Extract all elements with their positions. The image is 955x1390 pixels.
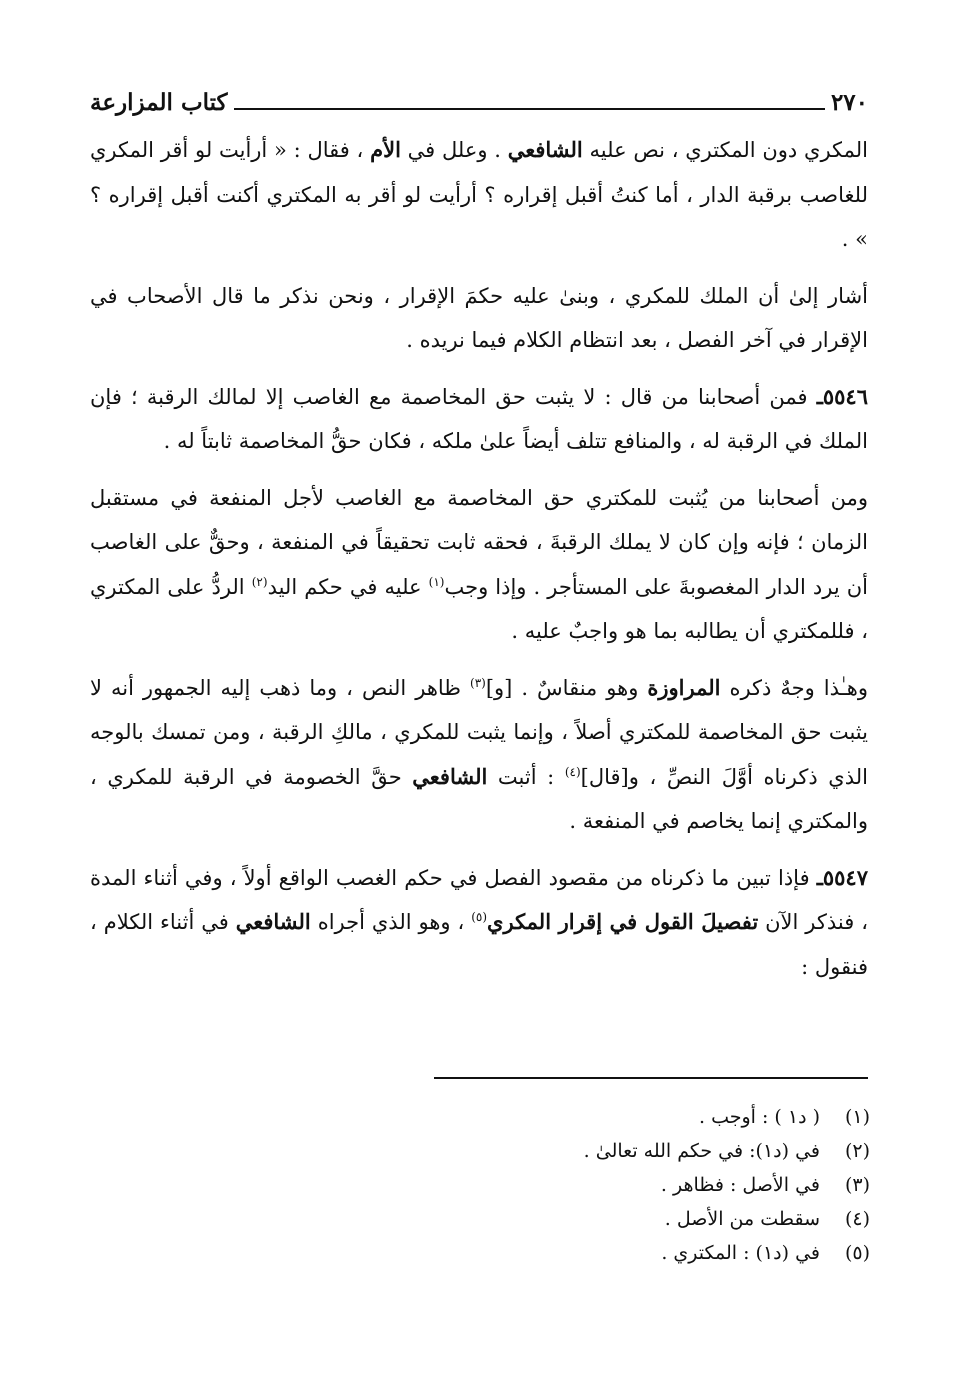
- footnotes: [440, 1100, 870, 1270]
- bold-heading-phrase: تفصيلَ القول في إقرار المكري: [487, 909, 759, 934]
- section-number: ٥٥٤٦ـ: [816, 383, 868, 409]
- text-run: فمن أصحابنا من قال : لا يثبت حق المخاصمة مع الغاصب إلا لمالك الرقبة ؛ فإن الملك في الرقبة له ، والمنافع تتلف أيضاً علىٰ ملكه ، فكان حقُّ المخاصمة ثابتاً له .: [90, 384, 868, 453]
- text-run: عليه في حكم اليد: [267, 574, 429, 599]
- footnote-ref[interactable]: (٢): [251, 574, 268, 589]
- section-number: ٥٥٤٧ـ: [816, 864, 868, 890]
- footnote-text: سقطت من الأصل .: [664, 1208, 820, 1230]
- footnote-text: ( د١ ) : أوجب .: [698, 1106, 820, 1128]
- text-run: الردُّ على المكتري ، فللمكتري أن يطالبه بما هو واجبٌ عليه .: [90, 574, 868, 643]
- page-number: ٢٧٠: [830, 88, 868, 116]
- paragraph-6: [90, 856, 868, 990]
- footnote-item: [440, 1168, 870, 1202]
- text-run: فإذا تبين ما ذكرناه من مقصود الفصل في حكم الغصب الواقع أولاً ، وفي أثناء المدة ، فنذكر الآن: [90, 865, 868, 934]
- paragraph-5: [90, 666, 868, 844]
- paragraph-1: [90, 128, 868, 262]
- bold-name: الشافعي: [412, 763, 488, 789]
- text-run: المكري دون المكتري ، نص عليه: [582, 138, 868, 162]
- footnote-number: (٢): [844, 1140, 870, 1162]
- footnote-item: [440, 1202, 870, 1236]
- main-text: [90, 128, 868, 1001]
- footnote-text: في (د١): في حكم الله تعالىٰ .: [583, 1140, 820, 1162]
- text-run: ، وهو الذي أجراه: [310, 910, 472, 934]
- footnote-number: (٥): [844, 1242, 870, 1264]
- paragraph-2: [90, 274, 868, 363]
- footnote-number: (١): [844, 1106, 870, 1128]
- text-run: حقَّ الخصومة في الرقبة للمكري ، والمكتري إنما يخاصم في المنفعة .: [90, 764, 868, 833]
- footnote-text: في (د١) : المكتري .: [661, 1242, 820, 1264]
- footnote-text: في الأصل : فظاهر .: [660, 1174, 820, 1196]
- text-run: وهـٰذا وجهٌ ذكره: [720, 675, 868, 700]
- footnote-ref[interactable]: (٥): [471, 910, 488, 924]
- text-run: أشار إلىٰ أن الملك للمكري ، وبنىٰ عليه حكمَ الإقرار ، ونحن نذكر ما قال الأصحاب في الإقرار في آخر الفصل ، بعد انتظام الكلام فيما نريده .: [90, 283, 868, 352]
- text-run: في أثناء الكلام ، فنقول :: [90, 910, 868, 979]
- footnote-item: [440, 1134, 870, 1168]
- header-rule: [234, 108, 825, 110]
- paragraph-4: [90, 476, 868, 654]
- page-header: [90, 82, 868, 122]
- text-run: ومن أصحابنا من يُثبت للمكتري حق المخاصمة مع الغاصب لأجل المنفعة في مستقبل الزمان ؛ فإنه وإن كان لا يملك الرقبةَ ، فحقه ثابت تحقيقاً في المنفعة ، وحقٌّ على الغاصب أن يرد الدار المغصوبةَ على المستأجر . وإذا وجب: [90, 485, 869, 599]
- footnote-divider: [434, 1077, 868, 1079]
- footnote-item: [440, 1100, 870, 1134]
- footnote-number: (٤): [844, 1208, 870, 1230]
- bold-book-name: الأم: [370, 137, 401, 162]
- footnote-ref[interactable]: (٤): [564, 764, 581, 779]
- book-title: كتاب المزارعة: [90, 88, 228, 116]
- bold-name: الشافعي: [235, 909, 311, 934]
- footnote-ref[interactable]: (١): [428, 574, 445, 589]
- text-run: : أثبت: [487, 764, 565, 789]
- footnote-ref[interactable]: (٣): [470, 675, 486, 690]
- paragraph-3: [90, 375, 868, 464]
- text-run: . وعلل في: [400, 138, 508, 162]
- bold-name: الشافعي: [507, 137, 583, 162]
- bold-name: المراوزة: [647, 674, 721, 700]
- text-run: ، فقال : « أرأيت لو أقر المكري للغاصب برقبة الدار ، أما كنتُ أقبل إقراره ؟ أرأيت لو أقر به المكتري أكنت أقبل إقراره ؟ » .: [90, 138, 868, 251]
- footnote-item: [440, 1236, 870, 1270]
- text-run: ظاهر النص ، وما ذهب إليه الجمهور أنه لا يثبت حق المخاصمة للمكتري أصلاً ، وإنما يثبت للمكري ، مالكِ الرقبة ، ومن تمسك بالوجه الذي ذكرناه أوَّلَ النصِّ ، و[قال]: [90, 675, 868, 789]
- text-run: وهو منقاسٌ . [و]: [485, 675, 648, 700]
- footnote-number: (٣): [844, 1174, 870, 1196]
